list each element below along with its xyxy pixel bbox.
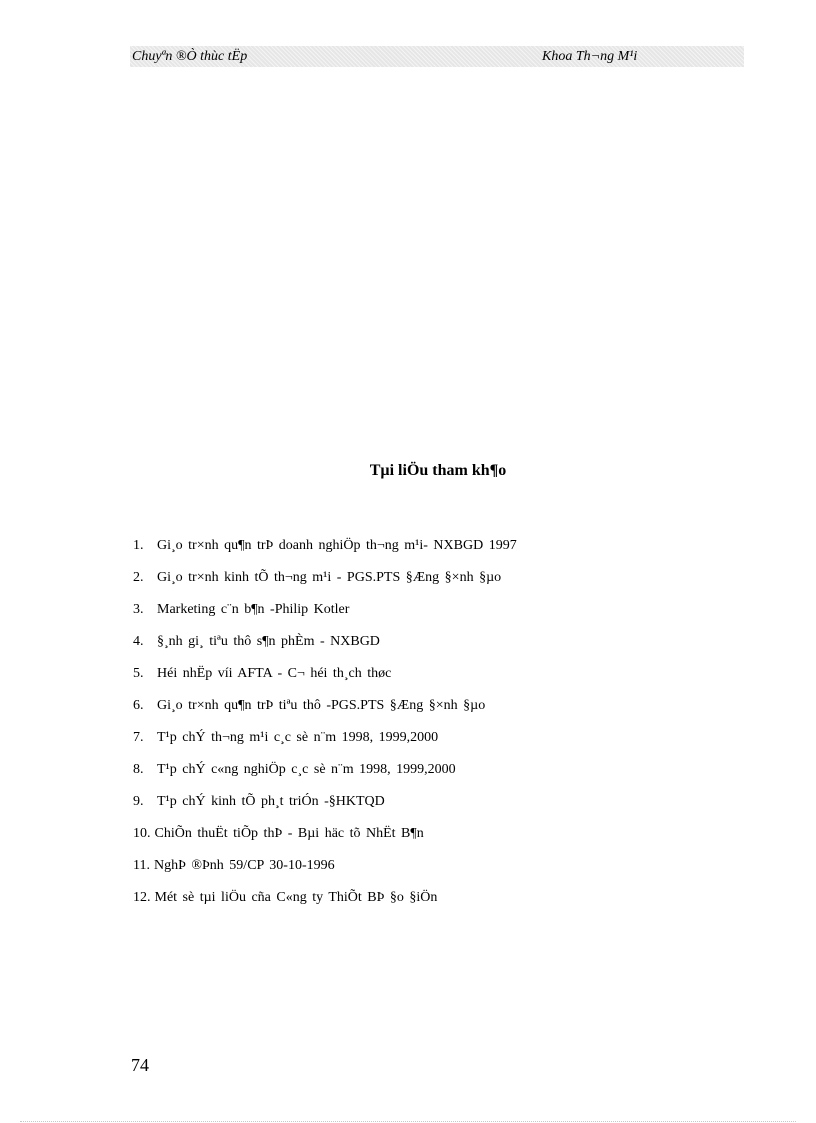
reference-text: NghÞ ®Þnh 59/CP 30-10-1996 bbox=[153, 858, 335, 873]
reference-text: T¹p chÝ kinh tÕ ph¸t triÓn -§HKTQD bbox=[157, 794, 385, 809]
page-bottom-divider bbox=[20, 1121, 796, 1122]
reference-item bbox=[133, 568, 517, 600]
reference-text: Gi¸o tr×nh qu¶n trÞ doanh nghiÖp th¬ng m¹i- NXBGD 1997 bbox=[157, 538, 517, 553]
reference-item bbox=[133, 696, 517, 728]
page-header bbox=[130, 46, 744, 67]
page-number: 74 bbox=[131, 1055, 149, 1075]
reference-item bbox=[133, 856, 517, 888]
reference-text: Marketing c¨n b¶n -Philip Kotler bbox=[157, 602, 350, 617]
reference-text: Mét sè tµi liÖu cña C«ng ty ThiÕt BÞ §o §iÖn bbox=[154, 890, 438, 905]
reference-number: 1. bbox=[133, 538, 144, 553]
reference-number: 5. bbox=[133, 666, 144, 681]
references-title: Tµi liÖu tham kh¶o bbox=[369, 462, 507, 479]
reference-item bbox=[133, 632, 517, 664]
reference-text: ChiÕn thuËt tiÕp thÞ - Bµi häc tõ NhËt B¶n bbox=[154, 826, 424, 841]
reference-number: 12. bbox=[133, 890, 151, 905]
reference-item bbox=[133, 824, 517, 856]
reference-item bbox=[133, 600, 517, 632]
reference-item bbox=[133, 664, 517, 696]
reference-number: 6. bbox=[133, 698, 144, 713]
header-faculty: Khoa Th¬ng M¹i bbox=[542, 49, 638, 64]
reference-item bbox=[133, 760, 517, 792]
reference-number: 2. bbox=[133, 570, 144, 585]
reference-text: §¸nh gi¸ tiªu thô s¶n phÈm - NXBGD bbox=[157, 634, 380, 649]
reference-text: T¹p chÝ th¬ng m¹i c¸c sè n¨m 1998, 1999,2000 bbox=[157, 730, 439, 745]
references-list bbox=[133, 536, 517, 920]
reference-text: Gi¸o tr×nh qu¶n trÞ tiªu thô -PGS.PTS §Æng §×nh §µo bbox=[157, 698, 486, 713]
reference-text: Gi¸o tr×nh kinh tÕ th¬ng m¹i - PGS.PTS §Æng §×nh §µo bbox=[157, 570, 502, 585]
reference-number: 11. bbox=[133, 858, 150, 873]
reference-text: T¹p chÝ c«ng nghiÖp c¸c sè n¨m 1998, 1999,2000 bbox=[157, 762, 456, 777]
reference-number: 8. bbox=[133, 762, 144, 777]
reference-number: 4. bbox=[133, 634, 144, 649]
reference-number: 3. bbox=[133, 602, 144, 617]
reference-item bbox=[133, 792, 517, 824]
reference-item bbox=[133, 888, 517, 920]
reference-number: 9. bbox=[133, 794, 144, 809]
reference-item bbox=[133, 728, 517, 760]
reference-number: 10. bbox=[133, 826, 151, 841]
reference-text: Héi nhËp víi AFTA - C¬ héi th¸ch thøc bbox=[157, 666, 392, 681]
header-document-type: Chuyªn ®Ò thùc tËp bbox=[132, 49, 248, 64]
reference-item bbox=[133, 536, 517, 568]
reference-number: 7. bbox=[133, 730, 144, 745]
